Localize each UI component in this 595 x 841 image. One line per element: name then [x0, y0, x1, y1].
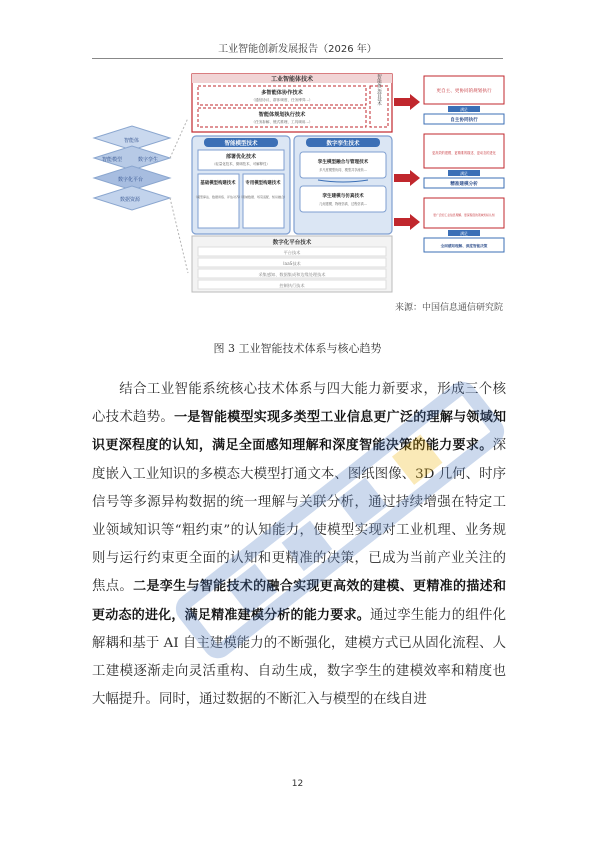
right-trend-1: [424, 134, 504, 188]
platform-row-0: 平台技术: [283, 250, 301, 255]
platform-row-2: 采集感知、数据集成和边缘处理技术: [258, 272, 326, 277]
page-number: 12: [291, 779, 304, 789]
agent-ops-label: 智能体运营技术: [376, 74, 382, 106]
model-sub-2-desc: （领域数据、场景适配、知识融合）: [238, 195, 288, 199]
agent-tech-item-1-desc: （任务拆解、链式推理、工具调用...）: [251, 120, 313, 124]
trend-2-ability: 全面感知理解、深度智能决策: [440, 244, 488, 248]
agent-tech-item-0-desc: （通信协议、群体调度、任务博弈...）: [251, 98, 313, 102]
left-layer-4: 数据资源: [120, 197, 141, 203]
technology-architecture-figure: [88, 68, 508, 296]
paragraph-bold-1: 一是智能模型实现多类型工业信息更广泛的理解与领域知识更深程度的认知，满足全面感知理解和深度智能决策的能力要求。: [92, 410, 506, 454]
figure-caption: 图 3 工业智能技术体系与核心趋势: [213, 342, 382, 355]
body-paragraph: [92, 376, 506, 714]
trend-0-text: 更自主、更协同的规划执行: [436, 89, 492, 94]
trend-0-ability: 自主协同执行: [450, 118, 478, 123]
agent-tech-item-1-title: 智能体规划执行技术: [258, 112, 306, 118]
left-layer-2: 数字孪生: [138, 157, 159, 163]
left-layer-3: 数字化平台: [118, 177, 144, 183]
agent-tech-box: [192, 73, 392, 132]
twin-sub-1-title: 孪生建模与仿真技术: [322, 194, 364, 199]
running-header: 工业智能创新发展报告（2026 年）: [218, 44, 377, 55]
model-sub-1-desc: （模型算法、数据训练、评估对齐）: [193, 195, 243, 199]
twin-tech-box: [294, 136, 392, 234]
twin-sub-0-title: 孪生模型融合与管理技术: [317, 160, 369, 165]
trend-2-text: 更广泛的工业信息理解、更深程度的领域知识认知: [433, 213, 495, 217]
model-sub-1-title: 基础模型构建技术: [200, 181, 236, 186]
trend-0-tag: 满足: [460, 107, 468, 112]
trend-1-text: 更高效的建模、更精准的描述、更动态的进化: [432, 151, 496, 155]
trend-2-tag: 满足: [460, 231, 468, 236]
figure-source: 来源：中国信息通信研究院: [394, 303, 503, 313]
twin-tech-title: 数字孪生技术: [326, 141, 360, 147]
trend-1-tag: 满足: [460, 171, 468, 176]
left-layer-stack: [94, 126, 170, 210]
right-trend-0: [424, 76, 504, 124]
model-sub-2-title: 专用模型构建技术: [245, 181, 281, 186]
platform-row-3: 控制执行技术: [279, 283, 305, 288]
model-tech-title: 智能模型技术: [224, 141, 258, 147]
platform-title: 数字化平台技术: [272, 240, 312, 246]
trend-arrows: [394, 94, 420, 230]
paragraph-text-1: 结合工业智能系统核心技术体系与四大能力新要求，形成三个核心技术趋势。: [92, 382, 506, 426]
platform-tech-box: [192, 236, 392, 292]
model-sub-0-title: 部署优化技术: [225, 154, 257, 160]
paragraph-bold-2: 二是孪生与智能技术的融合实现更高效的建模、更精准的描述和更动态的进化，满足精准建模分析的能力要求。: [92, 579, 506, 623]
model-tech-box: [192, 136, 290, 234]
left-layer-0: 智能体: [124, 138, 140, 144]
trend-1-ability: 精准建模分析: [450, 182, 478, 187]
header-rule: [92, 58, 503, 59]
twin-sub-1-desc: 几何建模、物理仿真、过程仿真...: [319, 202, 367, 206]
paragraph-text-2: 深度嵌入工业知识的多模态大模型打通文本、图纸图像、3D 几何、时序信号等多源异构数据的统一理解与关联分析，通过持续增强在特定工业领域知识等“粗约束”的认知能力，使模型实现对工业机理、业务规则与运行约束更全面的认知和更精准的决策，已成为当前产业关注的焦点。: [92, 438, 506, 595]
left-layer-1: 智能模型: [102, 157, 123, 163]
twin-sub-0-desc: 多尺度模型协同、模型共享流转...: [319, 168, 367, 172]
agent-tech-title: 工业智能体技术: [270, 76, 314, 83]
paragraph-text-3: 通过孪生能力的组件化解耦和基于 AI 自主建模能力的不断强化，建模方式已从固化流程、人工建模逐渐走向灵活重构、自动生成，数字孪生的建模效率和精度也大幅提升。同时，通过数据的不断汇入与模型的在线自进: [92, 607, 506, 708]
platform-row-1: IaaS技术: [283, 261, 301, 266]
right-trend-2: [424, 198, 504, 252]
agent-tech-item-0-title: 多智能体协作技术: [261, 90, 303, 96]
model-sub-0-desc: （轻量化技术、微调技术、可解释性）: [212, 162, 270, 166]
